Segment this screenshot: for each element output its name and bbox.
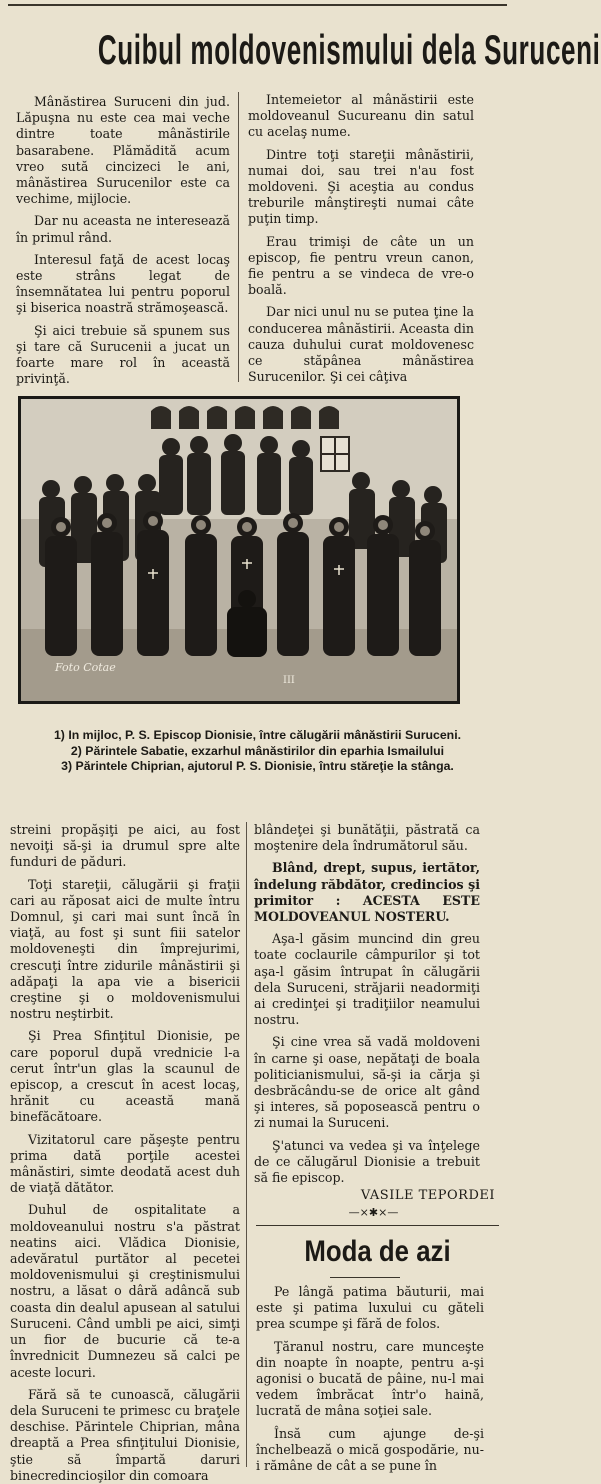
paragraph: Şi Prea Sfinţitul Dionisie, pe care poporul după vrednicie l-a cerut într'un glas la scaunul de episcop, a crescut în acest locaş, hrănit cu această mană binefăcătoare. — [10, 1028, 240, 1125]
paragraph: Toţi stareţii, călugării şi fraţii cari au răposat aici de multe întru Domnul, şi cari mai sunt încă în viaţă, au fost şi sunt fiii satelor moldoveneşti din împrejurimi, crescuţi între zidurile mânăstirii şi adăpaţi la apa vie a bisericii creştine şi o moldovenismului nostru neştirbit. — [10, 876, 240, 1022]
paragraph: Ţăranul nostru, care munceşte din noapte în noapte, pentru a-şi agonisi o bucată de pâine, nu-l mai vedem îmbrăcat într'o haină, lucrată de mâna soţiei sale. — [256, 1338, 484, 1419]
group-photo-image — [21, 399, 457, 701]
bottom-left-column — [10, 822, 240, 1483]
column-divider — [238, 92, 239, 382]
headline: Cuibul moldovenismului dela Suruceni — [97, 26, 601, 73]
paragraph: Ş'atunci va vedea şi va înţelege de ce călugărul Dionisie a trebuit să fie episcop. — [254, 1137, 480, 1186]
paragraph: Interesul faţă de acest locaş este strâns legat de însemnătatea lui pentru poporul şi biserica noastră strămoşească. — [16, 251, 230, 316]
photo-number-mark: III — [283, 675, 295, 686]
paragraph: Însă cum ajunge de-şi închelbează o mică gospodărie, nu-i rămâne de cât a se pune în — [256, 1425, 484, 1474]
top-right-column — [248, 92, 474, 384]
section-rule — [330, 1277, 400, 1278]
paragraph: Şi cine vrea să vadă moldoveni în carne şi oase, nepătaţi de boala politicianismului, să-şi ia cărja şi desbrăcându-se de orice alt gând şi interes, să poposească pentru o zi numai la Suruceni. — [254, 1034, 480, 1131]
bottom-right-column — [254, 822, 480, 1184]
author-signature: VASILE TEPORDEI — [360, 1188, 495, 1203]
moda-column — [256, 1284, 484, 1474]
paragraph: Dar nici unul nu se putea ţine la conducerea mânăstirii. Aceasta din cauza duhului curat moldovenesc ce stăpânea mânăstirea Surucenilor. Şi cei câţiva — [248, 304, 474, 385]
section-rule — [256, 1225, 499, 1226]
group-photo — [18, 396, 460, 704]
photo-caption — [10, 728, 505, 775]
paragraph: Aşa-l găsim muncind din greu toate coclaurile câmpurilor şi tot aşa-l găsim întrupat în călugării dela Suruceni, străjarii neadormiţi ai credinţei şi tradiţiilor neamului nostru. — [254, 931, 480, 1028]
top-left-column — [16, 94, 230, 387]
paragraph: Şi aici trebuie să spunem sus şi tare că Surucenii a jucat un foarte mare rol în această privinţă. — [16, 322, 230, 387]
paragraph: Vizitatorul care păşeşte pentru prima dată porţile acestei mânăstiri, simte deodată acest duh de viaţă dătător. — [10, 1131, 240, 1196]
signature-ornament: —×✱×— — [348, 1206, 399, 1219]
top-rule — [8, 4, 507, 6]
paragraph: Erau trimişi de câte un un episcop, fie pentru vreun canon, fie pentru a se vindeca de vre-o boală. — [248, 233, 474, 298]
column-divider — [246, 822, 247, 1467]
paragraph: Pe lângă patima băuturii, mai este şi patima luxului cu găteli prea scumpe şi fără de folos. — [256, 1284, 484, 1332]
caption-line: 3) Părintele Chiprian, ajutorul P. S. Dionisie, întru stăreţie la stânga. — [61, 759, 454, 773]
paragraph: Fără să te cunoască, călugării dela Suruceni te primesc cu braţele deschise. Părintele Chiprian, mâna dreaptă a Prea sfinţitului Dionisie, ştie să împartă daruri binecredincioşilor din comoara — [10, 1386, 240, 1483]
paragraph: Dar nu aceasta ne interesează în primul rând. — [16, 213, 230, 245]
paragraph-emphasis: Blând, drept, supus, iertător, îndelung răbdător, credincios şi primitor : ACESTA ESTE MOLDOVEANUL NOSTERU. — [254, 860, 480, 925]
caption-line: 1) In mijloc, P. S. Episcop Dionisie, între călugării mânăstirii Suruceni. — [53, 728, 462, 742]
paragraph: streini propăşiţi pe aici, au fost nevoiţi să-şi ia drumul spre alte funduri de păduri. — [10, 822, 240, 870]
paragraph: Mânăstirea Suruceni din jud. Lăpuşna nu este cea mai veche dintre toate mânăstirile basarabene. Plămădită acum vreo sută cincizeci le ani, mânăstirea Surucenilor este ca vechime, mijlocie. — [16, 94, 230, 207]
moda-title: Moda de azi — [304, 1235, 451, 1268]
photo-signature: Foto Cotae — [55, 661, 116, 674]
paragraph: Duhul de ospitalitate a moldoveanului nostru s'a păstrat neatins aici. Vlădica Dionisie, adevăratul purtător al pecetei moldovenismului şi creştinismului nostru, a lăsat o dâră adâncă sub coasta din dealul apusean al satului Suruceni. Când umbli pe aici, simţi un fior de bucurie că te-a învrednicit Dumnezeu să calci pe aceste locuri. — [10, 1202, 240, 1380]
paragraph: blândeţei şi bunătăţii, păstrată ca moştenire dela îndrumătorul său. — [254, 822, 480, 854]
paragraph: Dintre toţi stareţii mânăstirii, numai doi, sau trei n'au fost moldoveni. Şi aceştia au condus treburile mânştireşti numai câte puţin timp. — [248, 146, 474, 227]
caption-line: 2) Părintele Sabatie, exzarhul mânăstirilor din eparhia Ismailului — [70, 743, 445, 758]
paragraph: Intemeietor al mânăstirii este moldoveanul Sucureanu din satul cu acelaş nume. — [248, 92, 474, 140]
